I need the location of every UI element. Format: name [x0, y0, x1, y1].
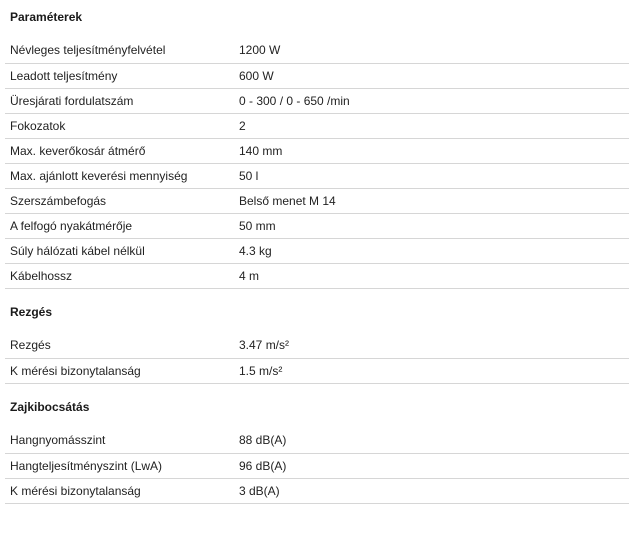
spec-row: [5, 113, 629, 138]
section-title-zajkibocsatas: Zajkibocsátás: [10, 400, 90, 414]
spec-row: [5, 453, 629, 478]
spec-value: 3.47 m/s²: [239, 338, 290, 353]
spec-row: [5, 428, 629, 453]
spec-value: Belső menet M 14: [239, 193, 336, 208]
spec-row: [5, 63, 629, 88]
spec-row: [5, 188, 629, 213]
spec-value: 0 - 300 / 0 - 650 /min: [239, 93, 350, 108]
section-title-parameterek: Paraméterek: [10, 10, 83, 24]
spec-label: A felfogó nyakátmérője: [10, 218, 133, 233]
spec-label: K mérési bizonytalanság: [10, 483, 141, 498]
spec-row: [5, 333, 629, 358]
spec-row: [5, 478, 629, 503]
spec-value: 50 l: [239, 168, 259, 183]
spec-table-zajkibocsatas: [5, 428, 629, 504]
spec-label: Fokozatok: [10, 118, 66, 133]
spec-label: Hangteljesítményszint (LwA): [10, 458, 163, 473]
spec-value: 1200 W: [239, 43, 281, 58]
spec-value: 4.3 kg: [239, 243, 272, 258]
spec-label: Max. keverőkosár átmérő: [10, 143, 146, 158]
spec-label: Kábelhossz: [10, 268, 73, 283]
spec-label: K mérési bizonytalanság: [10, 363, 141, 378]
spec-label: Hangnyomásszint: [10, 433, 106, 448]
spec-label: Névleges teljesítményfelvétel: [10, 43, 166, 58]
spec-value: 4 m: [239, 268, 260, 283]
spec-table-parameterek: [5, 38, 629, 289]
spec-table-rezges: [5, 333, 629, 384]
spec-row: [5, 358, 629, 383]
spec-label: Rezgés: [10, 338, 51, 353]
spec-value: 140 mm: [239, 143, 283, 158]
spec-value: 96 dB(A): [239, 458, 287, 473]
spec-row: [5, 138, 629, 163]
spec-value: 50 mm: [239, 218, 276, 233]
spec-row: [5, 38, 629, 63]
spec-value: 1.5 m/s²: [239, 363, 283, 378]
spec-value: 88 dB(A): [239, 433, 287, 448]
spec-label: Szerszámbefogás: [10, 193, 107, 208]
section-title-rezges: Rezgés: [10, 305, 53, 319]
spec-label: Üresjárati fordulatszám: [10, 93, 134, 108]
spec-value: 600 W: [239, 68, 274, 83]
spec-label: Max. ajánlott keverési mennyiség: [10, 168, 188, 183]
spec-row: [5, 263, 629, 288]
spec-row: [5, 238, 629, 263]
spec-row: [5, 163, 629, 188]
spec-value: 3 dB(A): [239, 483, 280, 498]
spec-label: Súly hálózati kábel nélkül: [10, 243, 145, 258]
spec-label: Leadott teljesítmény: [10, 68, 118, 83]
spec-value: 2: [239, 118, 246, 133]
spec-row: [5, 88, 629, 113]
spec-row: [5, 213, 629, 238]
